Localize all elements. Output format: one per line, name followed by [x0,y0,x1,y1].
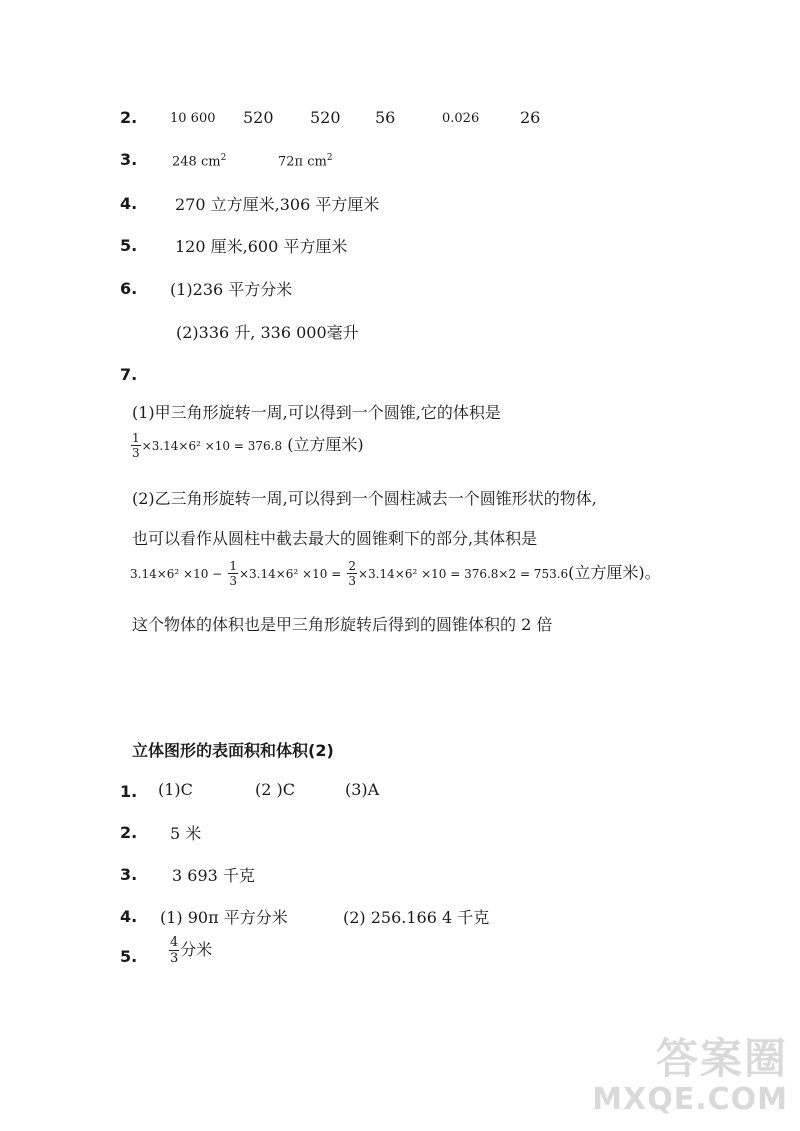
s2-q1-answer-2: (2 )C [255,780,295,799]
q7-equation-2: 3.14×6² ×10 − $\frac{1}{3}$ ×3.14×6² ×10 = $\frac{2}{3}$ ×3.14×6² ×10 = 376.8×2 = 753.6(立方厘米)。 [130,559,661,588]
s2-q4-number: 4. [120,907,138,926]
s2-q5-answer: $\frac{4}{3}$ 分米 [170,935,213,966]
q5-number: 5. [120,236,138,255]
s2-q5-number: 5. [120,947,138,966]
q2-answer-3: 520 [310,108,341,127]
s2-q3-number: 3. [120,865,138,884]
q3-answer-1: 248 $cm^2$ [172,153,227,170]
fraction-two-thirds: $\frac{2}{3}$ [348,559,356,588]
q7-number: 7. [120,365,138,384]
q3-answer-2: 72π $cm^2$ [278,153,333,170]
q6-number: 6. [120,279,138,298]
q4-answer: 270 立方厘米,306 平方厘米 [175,195,380,214]
s2-q2-answer: 5 米 [170,824,202,843]
q7-paragraph-1: (1)甲三角形旋转一周,可以得到一个圆锥,它的体积是 [132,403,501,422]
q2-answer-5: 0.026 [442,111,480,126]
q2-number: 2. [120,108,138,127]
fraction-one-third: $\frac{1}{3}$ [132,431,140,460]
q7-paragraph-3: 也可以看作从圆柱中截去最大的圆锥剩下的部分,其体积是 [132,529,538,548]
fraction-four-thirds: $\frac{4}{3}$ [170,935,179,966]
s2-q1-answer-1: (1)C [158,780,193,799]
q5-answer: 120 厘米,600 平方厘米 [175,237,348,256]
s2-q4-answer-2: (2) 256.166 4 千克 [343,908,490,927]
s2-q2-number: 2. [120,823,138,842]
q3-number: 3. [120,150,138,169]
fraction-one-third: $\frac{1}{3}$ [229,559,237,588]
watermark-logo: 答案圈 MXQE.COM [592,1034,788,1117]
q2-answer-4: 56 [375,108,396,127]
q2-answer-2: 520 [243,108,274,127]
section-heading: 立体图形的表面积和体积(2) [132,741,334,760]
s2-q4-answer-1: (1) 90π 平方分米 [160,908,288,927]
q7-equation-1: $\frac{1}{3}$ ×3.14×6² ×10 = 376.8 (立方厘米) [132,431,364,460]
q7-paragraph-2: (2)乙三角形旋转一周,可以得到一个圆柱减去一个圆锥形状的物体, [132,489,597,508]
q4-number: 4. [120,194,138,213]
q6-answer-2: (2)336 升, 336 000毫升 [176,323,359,342]
q2-answer-1: 10 600 [170,111,216,126]
q7-paragraph-4: 这个物体的体积也是甲三角形旋转后得到的圆锥体积的 2 倍 [132,615,553,634]
q2-answer-6: 26 [520,108,541,127]
s2-q1-number: 1. [120,782,138,801]
q6-answer-1: (1)236 平方分米 [170,280,293,299]
s2-q3-answer: 3 693 千克 [172,866,255,885]
s2-q1-answer-3: (3)A [345,780,380,799]
